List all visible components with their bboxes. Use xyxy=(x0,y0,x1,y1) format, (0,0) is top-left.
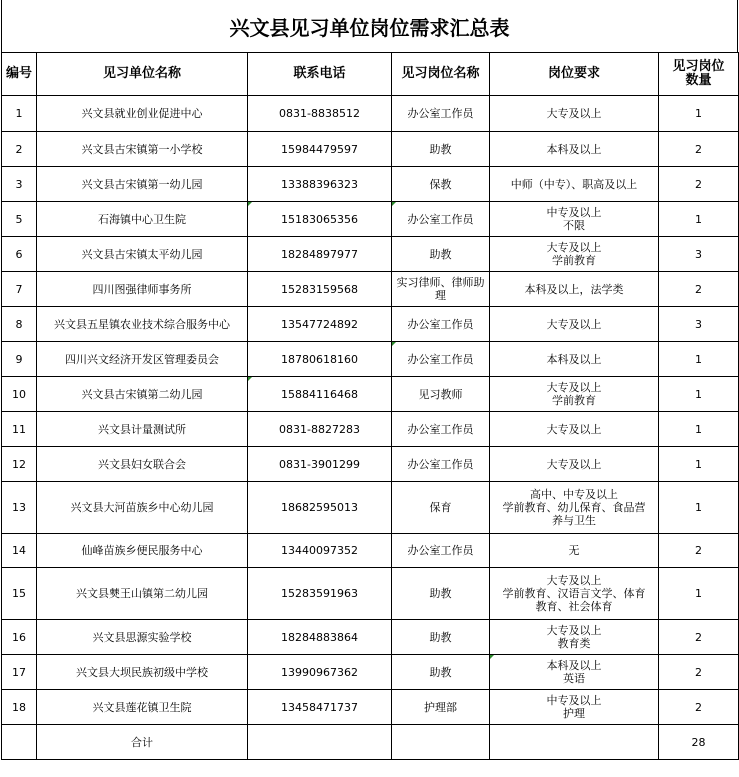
cell-no: 16 xyxy=(2,620,37,655)
cell-quantity: 2 xyxy=(659,272,739,307)
table-row xyxy=(2,655,739,690)
cell-no: 15 xyxy=(2,568,37,620)
cell-requirement: 本科及以上，法学类 xyxy=(490,272,659,307)
cell-post: 办公室工作员 xyxy=(392,202,490,237)
cell-no: 12 xyxy=(2,447,37,482)
table-row xyxy=(2,620,739,655)
cell-requirement: 中专及以上 护理 xyxy=(490,690,659,725)
cell-phone: 15183065356 xyxy=(248,202,392,237)
cell-post: 办公室工作员 xyxy=(392,307,490,342)
cell-no: 7 xyxy=(2,272,37,307)
cell-post: 保教 xyxy=(392,167,490,202)
cell-requirement: 大专及以上 教育类 xyxy=(490,620,659,655)
cell-unit: 兴文县莲花镇卫生院 xyxy=(37,690,248,725)
cell-phone: 0831-8827283 xyxy=(248,412,392,447)
header-no: 编号 xyxy=(2,53,37,96)
table-row xyxy=(2,167,739,202)
header-requirement: 岗位要求 xyxy=(490,53,659,96)
cell-unit: 四川兴文经济开发区管理委员会 xyxy=(37,342,248,377)
cell-requirement: 大专及以上 xyxy=(490,96,659,132)
cell-phone: 15283591963 xyxy=(248,568,392,620)
cell-requirement: 中师（中专）、职高及以上 xyxy=(490,167,659,202)
cell-no: 1 xyxy=(2,96,37,132)
cell-no: 18 xyxy=(2,690,37,725)
cell-no: 6 xyxy=(2,237,37,272)
cell-post: 办公室工作员 xyxy=(392,534,490,568)
demand-table xyxy=(1,52,739,760)
cell-requirement: 无 xyxy=(490,534,659,568)
cell-unit: 兴文县计量测试所 xyxy=(37,412,248,447)
cell-no: 9 xyxy=(2,342,37,377)
cell-post: 助教 xyxy=(392,568,490,620)
cell-requirement: 高中、中专及以上 学前教育、幼儿保育、食品营 养与卫生 xyxy=(490,482,659,534)
table-row xyxy=(2,237,739,272)
cell-no: 10 xyxy=(2,377,37,412)
cell-quantity: 2 xyxy=(659,690,739,725)
cell-unit: 兴文县思源实验学校 xyxy=(37,620,248,655)
total-row xyxy=(2,725,739,760)
cell-post: 助教 xyxy=(392,620,490,655)
total-quantity: 28 xyxy=(659,725,739,760)
cell-quantity: 1 xyxy=(659,377,739,412)
cell-quantity: 2 xyxy=(659,620,739,655)
table-row xyxy=(2,96,739,132)
cell-phone: 18682595013 xyxy=(248,482,392,534)
cell-post: 助教 xyxy=(392,655,490,690)
cell-quantity: 2 xyxy=(659,534,739,568)
cell-unit: 兴文县古宋镇太平幼儿园 xyxy=(37,237,248,272)
cell-unit: 石海镇中心卫生院 xyxy=(37,202,248,237)
cell-unit: 兴文县古宋镇第一小学校 xyxy=(37,132,248,167)
cell-quantity: 2 xyxy=(659,655,739,690)
cell-post: 实习律师、律师助理 xyxy=(392,272,490,307)
header-post: 见习岗位名称 xyxy=(392,53,490,96)
cell-requirement: 大专及以上 学前教育、汉语言文学、体育 教育、社会体育 xyxy=(490,568,659,620)
cell-phone: 13547724892 xyxy=(248,307,392,342)
table-row xyxy=(2,412,739,447)
table-row xyxy=(2,342,739,377)
cell-no: 5 xyxy=(2,202,37,237)
cell-requirement: 大专及以上 学前教育 xyxy=(490,237,659,272)
cell-post: 助教 xyxy=(392,237,490,272)
cell-phone: 0831-3901299 xyxy=(248,447,392,482)
cell-post: 保育 xyxy=(392,482,490,534)
cell-phone: 15884116468 xyxy=(248,377,392,412)
cell-quantity: 1 xyxy=(659,202,739,237)
cell-no: 8 xyxy=(2,307,37,342)
cell-unit: 兴文县僰王山镇第二幼儿园 xyxy=(37,568,248,620)
cell-unit: 四川图强律师事务所 xyxy=(37,272,248,307)
total-label: 合计 xyxy=(37,725,248,760)
cell-unit: 仙峰苗族乡便民服务中心 xyxy=(37,534,248,568)
table-row xyxy=(2,272,739,307)
cell-requirement: 大专及以上 xyxy=(490,412,659,447)
page-title: 兴文县见习单位岗位需求汇总表 xyxy=(1,0,738,52)
table-row xyxy=(2,132,739,167)
cell-post: 护理部 xyxy=(392,690,490,725)
cell-phone xyxy=(248,725,392,760)
cell-phone: 13388396323 xyxy=(248,167,392,202)
cell-no: 2 xyxy=(2,132,37,167)
cell-quantity: 3 xyxy=(659,307,739,342)
cell-quantity: 1 xyxy=(659,412,739,447)
cell-phone: 13458471737 xyxy=(248,690,392,725)
table-row xyxy=(2,447,739,482)
cell-unit: 兴文县就业创业促进中心 xyxy=(37,96,248,132)
cell-quantity: 1 xyxy=(659,568,739,620)
cell-phone: 18780618160 xyxy=(248,342,392,377)
cell-post: 办公室工作员 xyxy=(392,342,490,377)
cell-phone: 18284883864 xyxy=(248,620,392,655)
cell-no: 3 xyxy=(2,167,37,202)
cell-quantity: 3 xyxy=(659,237,739,272)
cell-no: 14 xyxy=(2,534,37,568)
header-phone: 联系电话 xyxy=(248,53,392,96)
cell-post: 办公室工作员 xyxy=(392,96,490,132)
cell-requirement: 大专及以上 学前教育 xyxy=(490,377,659,412)
cell-quantity: 1 xyxy=(659,96,739,132)
cell-requirement xyxy=(490,725,659,760)
cell-phone: 13440097352 xyxy=(248,534,392,568)
cell-phone: 18284897977 xyxy=(248,237,392,272)
cell-no: 11 xyxy=(2,412,37,447)
cell-unit: 兴文县大坝民族初级中学校 xyxy=(37,655,248,690)
cell-requirement: 大专及以上 xyxy=(490,447,659,482)
cell-requirement: 大专及以上 xyxy=(490,307,659,342)
table-row xyxy=(2,568,739,620)
cell-quantity: 1 xyxy=(659,342,739,377)
header-unit: 见习单位名称 xyxy=(37,53,248,96)
table-row xyxy=(2,482,739,534)
table-row xyxy=(2,690,739,725)
cell-unit: 兴文县古宋镇第二幼儿园 xyxy=(37,377,248,412)
cell-requirement: 本科及以上 英语 xyxy=(490,655,659,690)
cell-post: 办公室工作员 xyxy=(392,447,490,482)
cell-quantity: 2 xyxy=(659,132,739,167)
cell-no: 17 xyxy=(2,655,37,690)
cell-phone: 15283159568 xyxy=(248,272,392,307)
table-row xyxy=(2,377,739,412)
cell-requirement: 中专及以上 不限 xyxy=(490,202,659,237)
header-quantity: 见习岗位 数量 xyxy=(659,53,739,96)
cell-post: 见习教师 xyxy=(392,377,490,412)
cell-no xyxy=(2,725,37,760)
cell-no: 13 xyxy=(2,482,37,534)
cell-post: 助教 xyxy=(392,132,490,167)
cell-unit: 兴文县大河苗族乡中心幼儿园 xyxy=(37,482,248,534)
cell-post xyxy=(392,725,490,760)
cell-requirement: 本科及以上 xyxy=(490,132,659,167)
cell-unit: 兴文县妇女联合会 xyxy=(37,447,248,482)
table-row xyxy=(2,307,739,342)
cell-phone: 0831-8838512 xyxy=(248,96,392,132)
cell-phone: 13990967362 xyxy=(248,655,392,690)
table-row xyxy=(2,534,739,568)
header-row xyxy=(2,53,739,96)
cell-quantity: 1 xyxy=(659,447,739,482)
cell-quantity: 2 xyxy=(659,167,739,202)
cell-requirement: 本科及以上 xyxy=(490,342,659,377)
cell-unit: 兴文县五星镇农业技术综合服务中心 xyxy=(37,307,248,342)
cell-post: 办公室工作员 xyxy=(392,412,490,447)
cell-quantity: 1 xyxy=(659,482,739,534)
table-row xyxy=(2,202,739,237)
cell-phone: 15984479597 xyxy=(248,132,392,167)
cell-unit: 兴文县古宋镇第一幼儿园 xyxy=(37,167,248,202)
